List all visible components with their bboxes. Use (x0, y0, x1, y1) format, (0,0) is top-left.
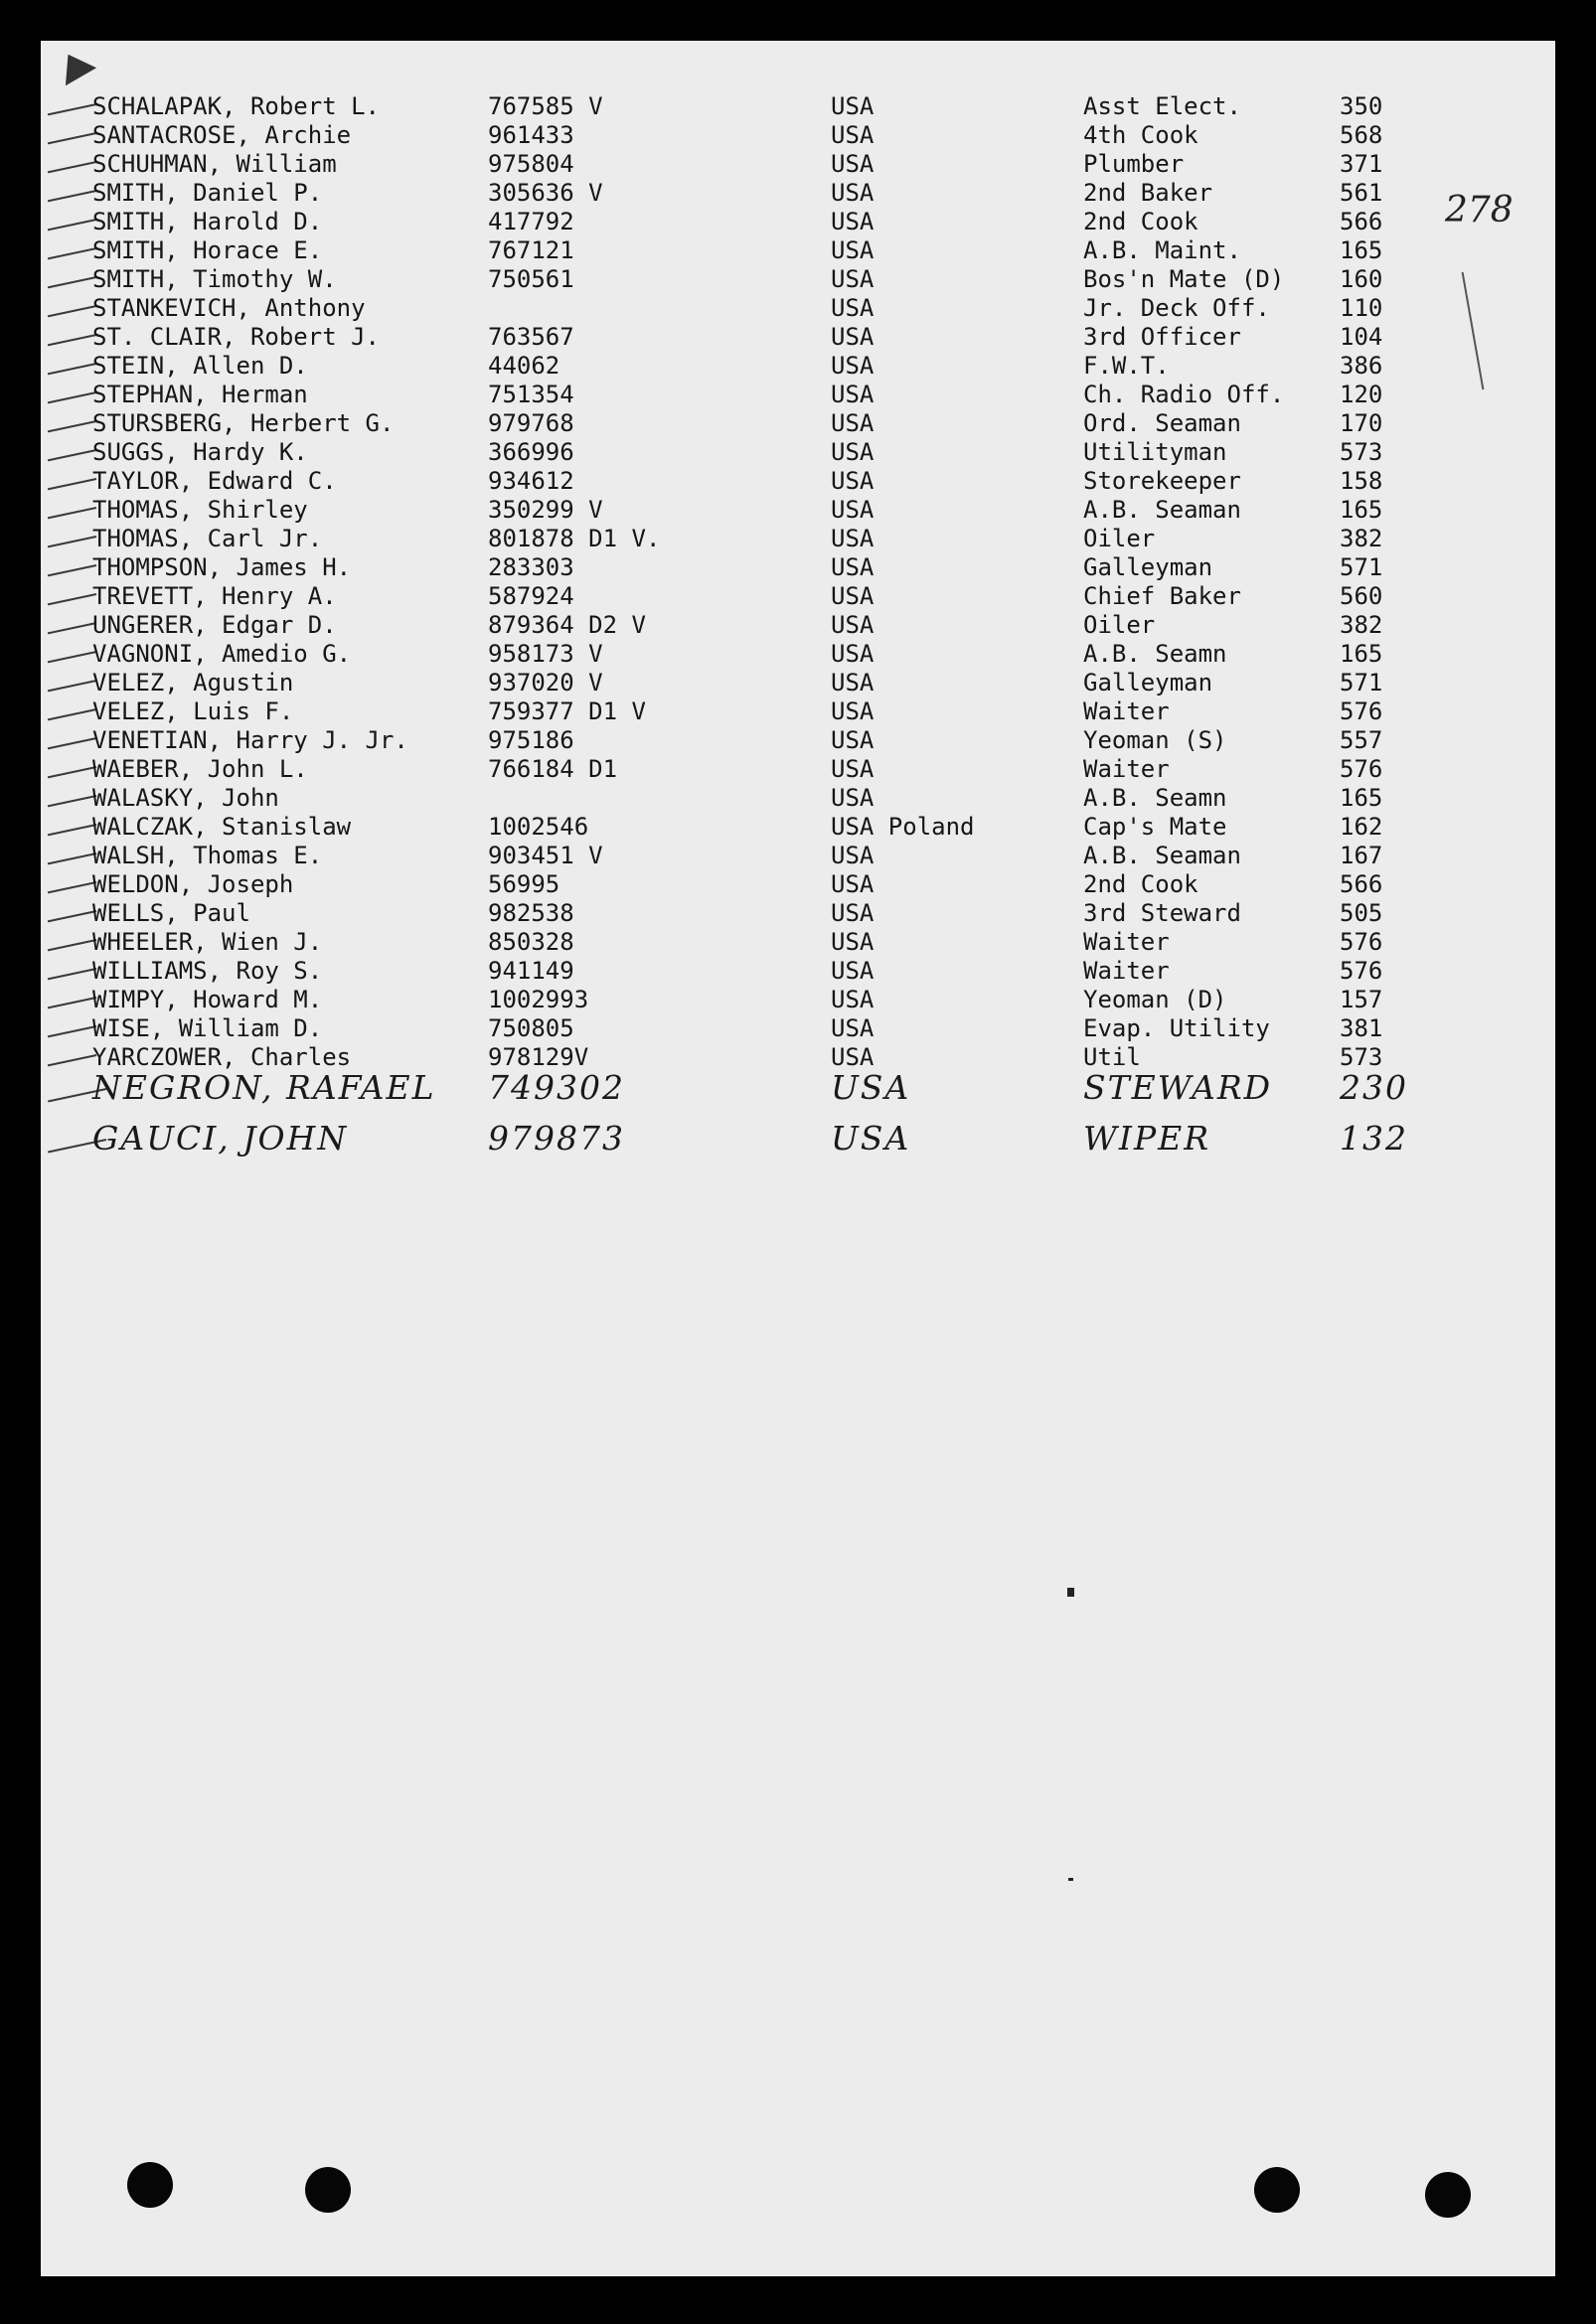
check-mark (48, 103, 96, 115)
crew-rating: Waiter (1083, 697, 1170, 725)
crew-number: 1002993 (488, 986, 589, 1013)
crew-code: 371 (1340, 150, 1383, 178)
crew-code: 132 (1340, 1119, 1408, 1158)
crew-name: WALSH, Thomas E. (92, 842, 323, 869)
crew-code: 386 (1340, 352, 1383, 380)
crew-name: SMITH, Daniel P. (92, 179, 323, 207)
table-row (41, 438, 1555, 467)
crew-code: 162 (1340, 813, 1383, 841)
check-mark (48, 1025, 96, 1037)
page-number: 278 (1445, 190, 1514, 231)
table-row (41, 121, 1555, 150)
crew-name: WAEBER, John L. (92, 755, 308, 783)
crew-number: 763567 (488, 323, 574, 351)
table-row (41, 755, 1555, 784)
check-mark (48, 132, 96, 144)
crew-name: TAYLOR, Edward C. (92, 467, 337, 495)
crew-code: 381 (1340, 1014, 1383, 1042)
crew-nationality: USA (831, 150, 875, 178)
crew-code: 230 (1340, 1068, 1408, 1107)
crew-name: WISE, William D. (92, 1014, 323, 1042)
punch-hole (1254, 2167, 1300, 2213)
crew-rating: A.B. Seamn (1083, 640, 1227, 668)
table-row (41, 294, 1555, 323)
crew-name: WIMPY, Howard M. (92, 986, 323, 1013)
crew-rating: F.W.T. (1083, 352, 1170, 380)
crew-rating: WIPER (1083, 1119, 1211, 1158)
table-row (41, 784, 1555, 813)
document-page (41, 41, 1555, 2276)
crew-number: 934612 (488, 467, 574, 495)
crew-rating: Storekeeper (1083, 467, 1241, 495)
crew-number: 283303 (488, 553, 574, 581)
punch-hole (1425, 2172, 1471, 2218)
check-mark (48, 420, 96, 432)
crew-rating: Util (1083, 1043, 1141, 1071)
check-mark (48, 536, 96, 547)
crew-rating: Cap's Mate (1083, 813, 1227, 841)
table-row (41, 957, 1555, 986)
crew-nationality: USA (831, 1014, 875, 1042)
crew-name: GAUCI, JOHN (92, 1119, 349, 1158)
table-row (41, 899, 1555, 928)
crew-name: WELLS, Paul (92, 899, 250, 927)
crew-number: 44062 (488, 352, 560, 380)
crew-nationality: USA (831, 611, 875, 639)
crew-nationality: USA (831, 784, 875, 812)
crew-rating: Waiter (1083, 957, 1170, 985)
crew-name: WELDON, Joseph (92, 870, 294, 898)
crew-rating: A.B. Maint. (1083, 236, 1241, 264)
check-mark (48, 852, 96, 864)
crew-code: 576 (1340, 755, 1383, 783)
crew-number: 879364 D2 V (488, 611, 646, 639)
crew-nationality: USA (831, 553, 875, 581)
crew-nationality: USA (831, 352, 875, 380)
crew-rating: Chief Baker (1083, 582, 1241, 610)
crew-nationality: USA (831, 409, 875, 437)
check-mark (48, 363, 96, 375)
table-row (41, 928, 1555, 957)
crew-nationality: USA (831, 697, 875, 725)
crew-rating: Bos'n Mate (D) (1083, 265, 1285, 293)
table-row (41, 381, 1555, 409)
table-row (41, 208, 1555, 236)
punch-hole (127, 2162, 173, 2208)
crew-nationality: USA (831, 582, 875, 610)
crew-name: YARCZOWER, Charles (92, 1043, 352, 1071)
crew-code: 557 (1340, 726, 1383, 754)
crew-rating: Yeoman (S) (1083, 726, 1227, 754)
crew-name: WALASKY, John (92, 784, 279, 812)
crew-code: 382 (1340, 525, 1383, 552)
crew-nationality: USA (831, 208, 875, 235)
crew-code: 561 (1340, 179, 1383, 207)
table-row (41, 870, 1555, 899)
crew-number: 767585 V (488, 92, 603, 120)
crew-rating: Ord. Seaman (1083, 409, 1241, 437)
crew-number: 978129V (488, 1043, 589, 1071)
crew-code: 566 (1340, 208, 1383, 235)
crew-rating: A.B. Seaman (1083, 496, 1241, 524)
table-row (41, 467, 1555, 496)
table-row (41, 409, 1555, 438)
crew-nationality: USA (831, 467, 875, 495)
crew-number: 750561 (488, 265, 574, 293)
crew-number: 979873 (488, 1119, 625, 1158)
crew-rating: Galleyman (1083, 553, 1213, 581)
crew-code: 120 (1340, 381, 1383, 408)
crew-nationality: USA (831, 381, 875, 408)
check-mark (48, 968, 96, 980)
check-mark (48, 190, 96, 202)
table-row (41, 842, 1555, 870)
crew-code: 165 (1340, 236, 1383, 264)
crew-nationality: USA (831, 1119, 911, 1158)
crew-rating: Waiter (1083, 928, 1170, 956)
table-row (41, 236, 1555, 265)
crew-name: STEIN, Allen D. (92, 352, 308, 380)
check-mark (48, 795, 96, 807)
crew-number: 975804 (488, 150, 574, 178)
crew-name: VAGNONI, Amedio G. (92, 640, 352, 668)
table-row (41, 813, 1555, 842)
crew-code: 576 (1340, 697, 1383, 725)
crew-rating: Galleyman (1083, 669, 1213, 697)
crew-nationality: USA (831, 928, 875, 956)
crew-code: 505 (1340, 899, 1383, 927)
crew-number: 1002546 (488, 813, 589, 841)
crew-name: VENETIAN, Harry J. Jr. (92, 726, 408, 754)
table-row (41, 352, 1555, 381)
crew-nationality: USA (831, 496, 875, 524)
crew-name: NEGRON, RAFAEL (92, 1068, 436, 1107)
corner-mark (53, 46, 96, 86)
check-mark (48, 766, 96, 778)
crew-number: 958173 V (488, 640, 603, 668)
crew-code: 165 (1340, 640, 1383, 668)
check-mark (48, 708, 96, 720)
table-row (41, 496, 1555, 525)
table-row (41, 150, 1555, 179)
crew-rating: Evap. Utility (1083, 1014, 1270, 1042)
crew-nationality: USA (831, 1043, 875, 1071)
crew-rating: Yeoman (D) (1083, 986, 1227, 1013)
crew-name: SMITH, Horace E. (92, 236, 323, 264)
crew-code: 158 (1340, 467, 1383, 495)
crew-code: 104 (1340, 323, 1383, 351)
check-mark (48, 219, 96, 231)
crew-rating: A.B. Seamn (1083, 784, 1227, 812)
crew-number: 56995 (488, 870, 560, 898)
crew-rating: Plumber (1083, 150, 1185, 178)
crew-nationality: USA (831, 121, 875, 149)
crew-name: TREVETT, Henry A. (92, 582, 337, 610)
crew-name: UNGERER, Edgar D. (92, 611, 337, 639)
check-mark (48, 507, 96, 519)
crew-name: STEPHAN, Herman (92, 381, 308, 408)
check-mark (48, 391, 96, 403)
check-mark (48, 161, 96, 173)
crew-rating: STEWARD (1083, 1068, 1273, 1107)
crew-code: 157 (1340, 986, 1383, 1013)
crew-name: THOMPSON, James H. (92, 553, 352, 581)
crew-rating: Ch. Radio Off. (1083, 381, 1285, 408)
crew-number: 350299 V (488, 496, 603, 524)
crew-name: SCHALAPAK, Robert L. (92, 92, 380, 120)
crew-nationality: USA (831, 438, 875, 466)
crew-name: VELEZ, Luis F. (92, 697, 294, 725)
crew-code: 160 (1340, 265, 1383, 293)
crew-rating: A.B. Seaman (1083, 842, 1241, 869)
crew-code: 576 (1340, 957, 1383, 985)
crew-number: 750805 (488, 1014, 574, 1042)
crew-code: 571 (1340, 669, 1383, 697)
ink-speck (1067, 1588, 1074, 1597)
crew-nationality: USA (831, 870, 875, 898)
check-mark (48, 564, 96, 576)
check-mark (48, 478, 96, 490)
table-row (41, 323, 1555, 352)
crew-code: 576 (1340, 928, 1383, 956)
crew-code: 571 (1340, 553, 1383, 581)
ink-speck (1068, 1878, 1073, 1881)
punch-hole (305, 2167, 351, 2213)
crew-nationality: USA (831, 236, 875, 264)
table-row (41, 1014, 1555, 1043)
crew-name: WHEELER, Wien J. (92, 928, 323, 956)
crew-number: 366996 (488, 438, 574, 466)
crew-nationality: USA (831, 669, 875, 697)
check-mark (48, 997, 96, 1008)
crew-name: WILLIAMS, Roy S. (92, 957, 323, 985)
table-row (41, 92, 1555, 121)
check-mark (48, 334, 96, 346)
crew-name: SMITH, Harold D. (92, 208, 323, 235)
crew-name: SCHUHMAN, William (92, 150, 337, 178)
crew-name: THOMAS, Shirley (92, 496, 308, 524)
crew-number: 975186 (488, 726, 574, 754)
table-row (41, 640, 1555, 669)
crew-nationality: USA (831, 323, 875, 351)
crew-nationality: USA (831, 640, 875, 668)
crew-code: 560 (1340, 582, 1383, 610)
crew-code: 350 (1340, 92, 1383, 120)
crew-number: 941149 (488, 957, 574, 985)
crew-name: STANKEVICH, Anthony (92, 294, 366, 322)
crew-code: 573 (1340, 1043, 1383, 1071)
crew-number: 766184 D1 (488, 755, 618, 783)
crew-number: 751354 (488, 381, 574, 408)
crew-rating: 3rd Steward (1083, 899, 1241, 927)
crew-number: 417792 (488, 208, 574, 235)
crew-nationality: USA (831, 294, 875, 322)
crew-nationality: USA (831, 1068, 911, 1107)
crew-number: 961433 (488, 121, 574, 149)
crew-name: VELEZ, Agustin (92, 669, 294, 697)
table-row (41, 553, 1555, 582)
check-mark (48, 449, 96, 461)
crew-number: 305636 V (488, 179, 603, 207)
crew-number: 903451 V (488, 842, 603, 869)
crew-nationality: USA (831, 755, 875, 783)
crew-number: 759377 D1 V (488, 697, 646, 725)
crew-code: 573 (1340, 438, 1383, 466)
crew-nationality: USA (831, 525, 875, 552)
check-mark (48, 247, 96, 259)
crew-code: 110 (1340, 294, 1383, 322)
check-mark (48, 737, 96, 749)
crew-nationality: USA (831, 957, 875, 985)
crew-rating: 4th Cook (1083, 121, 1198, 149)
check-mark (48, 622, 96, 634)
crew-nationality: USA (831, 899, 875, 927)
check-mark (48, 910, 96, 922)
check-mark (48, 939, 96, 951)
crew-name: THOMAS, Carl Jr. (92, 525, 323, 552)
crew-number: 801878 D1 V. (488, 525, 661, 552)
crew-name: STURSBERG, Herbert G. (92, 409, 395, 437)
crew-code: 165 (1340, 784, 1383, 812)
crew-rating: Oiler (1083, 611, 1156, 639)
crew-rating: Utilityman (1083, 438, 1227, 466)
table-row (41, 611, 1555, 640)
check-mark (48, 680, 96, 692)
crew-nationality: USA (831, 986, 875, 1013)
table-row (41, 669, 1555, 697)
table-row (41, 179, 1555, 208)
table-row (41, 697, 1555, 726)
crew-code: 165 (1340, 496, 1383, 524)
handwritten-row (41, 1068, 1555, 1108)
check-mark (48, 651, 96, 663)
crew-number: 850328 (488, 928, 574, 956)
crew-number: 587924 (488, 582, 574, 610)
crew-name: ST. CLAIR, Robert J. (92, 323, 380, 351)
crew-code: 568 (1340, 121, 1383, 149)
crew-number: 979768 (488, 409, 574, 437)
crew-rating: Jr. Deck Off. (1083, 294, 1270, 322)
crew-number: 749302 (488, 1068, 625, 1107)
crew-name: SANTACROSE, Archie (92, 121, 352, 149)
crew-rating: 2nd Cook (1083, 870, 1198, 898)
crew-code: 566 (1340, 870, 1383, 898)
crew-nationality: USA (831, 92, 875, 120)
crew-nationality: USA (831, 842, 875, 869)
table-row (41, 986, 1555, 1014)
crew-code: 382 (1340, 611, 1383, 639)
table-row (41, 726, 1555, 755)
table-row (41, 525, 1555, 553)
crew-name: SUGGS, Hardy K. (92, 438, 308, 466)
check-mark (48, 305, 96, 317)
crew-nationality: USA (831, 179, 875, 207)
check-mark (48, 593, 96, 605)
crew-name: SMITH, Timothy W. (92, 265, 337, 293)
crew-rating: 2nd Baker (1083, 179, 1213, 207)
crew-nationality: USA (831, 265, 875, 293)
crew-number: 982538 (488, 899, 574, 927)
handwritten-row (41, 1119, 1555, 1159)
crew-number: 767121 (488, 236, 574, 264)
crew-rating: Waiter (1083, 755, 1170, 783)
crew-nationality: USA Poland (831, 813, 975, 841)
check-mark (48, 1054, 96, 1066)
check-mark (48, 881, 96, 893)
crew-name: WALCZAK, Stanislaw (92, 813, 352, 841)
check-mark (48, 824, 96, 836)
table-row (41, 582, 1555, 611)
crew-code: 167 (1340, 842, 1383, 869)
crew-number: 937020 V (488, 669, 603, 697)
crew-rating: Asst Elect. (1083, 92, 1241, 120)
crew-rating: 2nd Cook (1083, 208, 1198, 235)
crew-nationality: USA (831, 726, 875, 754)
crew-code: 170 (1340, 409, 1383, 437)
table-row (41, 265, 1555, 294)
crew-rating: Oiler (1083, 525, 1156, 552)
check-mark (48, 276, 96, 288)
crew-rating: 3rd Officer (1083, 323, 1241, 351)
